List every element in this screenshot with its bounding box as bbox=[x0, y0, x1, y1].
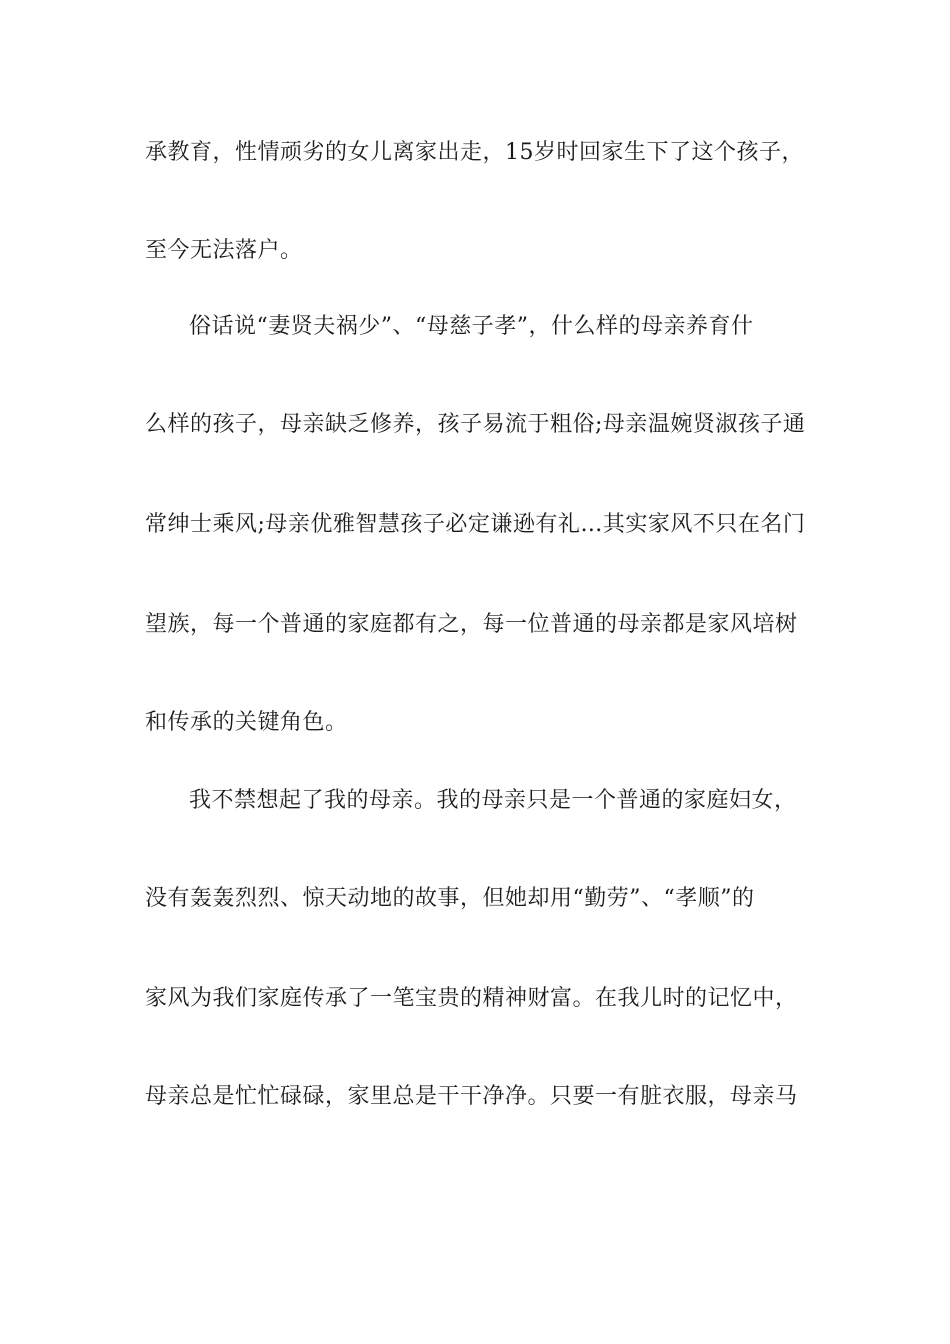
text-line: 承教育，性情顽劣的女儿离家出走，15岁时回家生下了这个孩子， bbox=[145, 140, 804, 165]
text-line: 家风为我们家庭传承了一笔宝贵的精神财富。在我儿时的记忆中， bbox=[145, 986, 798, 1011]
text-line: 常绅士乘风;母亲优雅智慧孩子必定谦逊有礼…其实家风不只在名门 bbox=[145, 512, 806, 537]
text-line: 望族，每一个普通的家庭都有之，每一位普通的母亲都是家风培树 bbox=[145, 612, 798, 637]
text-line: 么样的孩子，母亲缺乏修养，孩子易流于粗俗;母亲温婉贤淑孩子通 bbox=[145, 412, 806, 437]
text-line: 至今无法落户。 bbox=[145, 238, 303, 263]
text-line: 没有轰轰烈烈、惊天动地的故事，但她却用“勤劳”、“孝顺”的 bbox=[145, 886, 755, 911]
paragraph-start-line: 俗话说“妻贤夫祸少”、“母慈子孝”，什么样的母亲养育什 bbox=[189, 314, 754, 339]
text-line: 和传承的关键角色。 bbox=[145, 710, 348, 735]
text-line: 母亲总是忙忙碌碌，家里总是干干净净。只要一有脏衣服，母亲马 bbox=[145, 1084, 798, 1109]
paragraph-start-line: 我不禁想起了我的母亲。我的母亲只是一个普通的家庭妇女， bbox=[189, 788, 797, 813]
